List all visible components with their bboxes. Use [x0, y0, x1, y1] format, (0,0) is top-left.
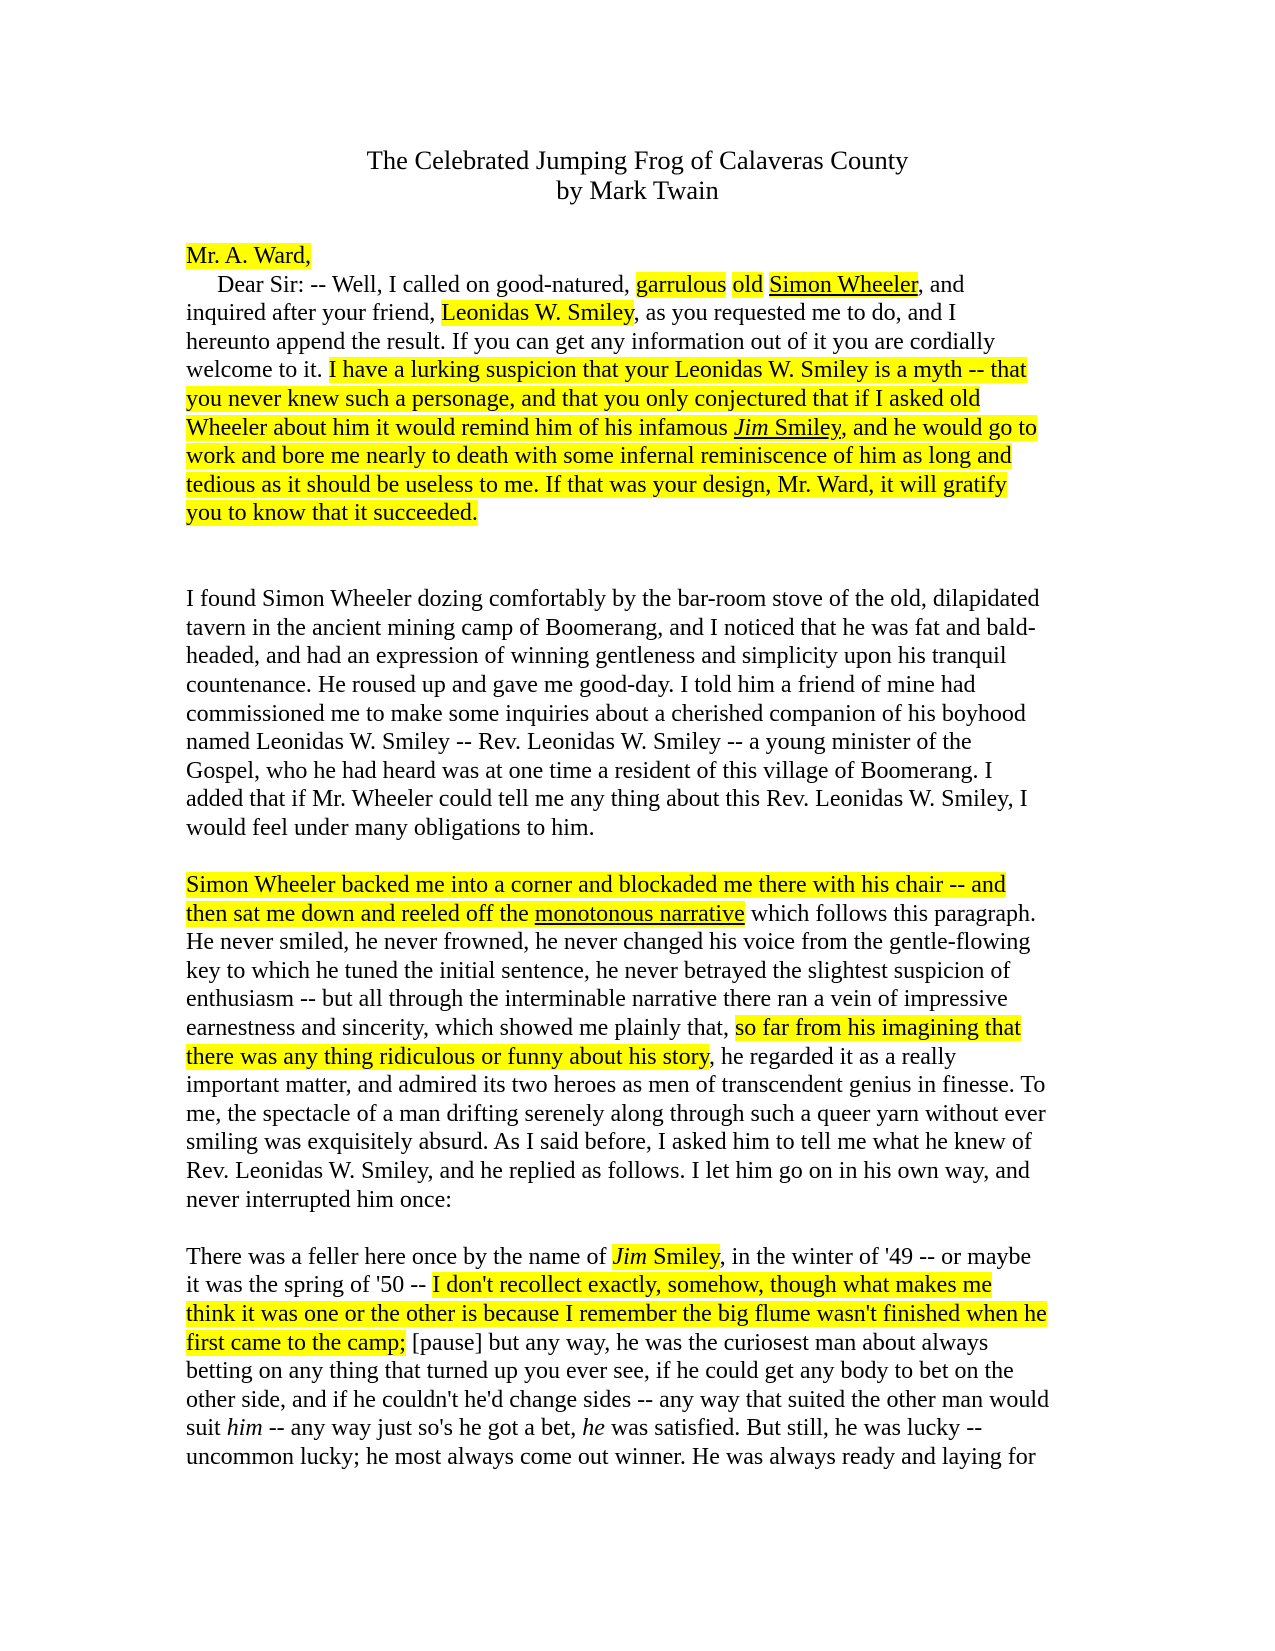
- title-block: [0, 145, 1275, 205]
- highlighted-underlined-text: monotonous narrative: [534, 900, 745, 927]
- highlighted-text: Wheeler about him it would remind him of his infamous: [186, 414, 734, 441]
- text-line: Gospel, who he had heard was at one time a resident of this village of Boomerang. I: [186, 757, 993, 784]
- text-line: He never smiled, he never frowned, he never changed his voice from the gentle-flowing: [186, 929, 1031, 956]
- text-line: countenance. He roused up and gave me good-day. I told him a friend of mine had: [186, 671, 976, 698]
- text-line: [186, 385, 1096, 414]
- text-line: Rev. Leonidas W. Smiley, and he replied as follows. I let him go on in his own way, and: [186, 1158, 1030, 1184]
- highlighted-text: Smiley: [647, 1243, 720, 1270]
- highlighted-text: tedious as it should be useless to me. If that was your design, Mr. Ward, it will gratify: [186, 471, 1007, 498]
- italic-text: him: [226, 1415, 263, 1442]
- text-line: key to which he tuned the initial sentence, he never betrayed the slightest suspicion of: [186, 957, 1011, 984]
- paragraph-gap: [186, 528, 1096, 585]
- highlighted-text: Leonidas W. Smiley: [441, 300, 634, 327]
- text-line: never interrupted him once:: [186, 1186, 452, 1213]
- document-author: by Mark Twain: [556, 175, 719, 205]
- text-line: betting on any thing that turned up you ever see, if he could get any body to bet on the: [186, 1358, 1014, 1385]
- italic-text: he: [582, 1415, 605, 1442]
- salutation-line: [186, 242, 1096, 271]
- highlighted-text: I have a lurking suspicion that your Leonidas W. Smiley is a myth -- that: [328, 357, 1027, 384]
- text-run: [pause] but any way, he was the curiosest man about always: [405, 1329, 989, 1356]
- text-run: which follows this paragraph.: [744, 900, 1037, 927]
- paragraph-gap: [186, 842, 1096, 871]
- highlighted-text: you never knew such a personage, and that you only conjectured that if I asked old: [186, 385, 981, 412]
- text-line: [186, 1014, 1096, 1043]
- highlighted-underlined-italic-text: Jim: [733, 414, 769, 441]
- text-line: headed, and had an expression of winning gentleness and simplicity upon his tranquil: [186, 643, 1007, 670]
- text-line: I found Simon Wheeler dozing comfortably by the bar-room stove of the old, dilapidated: [186, 586, 1040, 613]
- text-run: , as you requested me to do, and I: [633, 300, 957, 327]
- highlighted-text: work and bore me nearly to death with some infernal reminiscence of him as long and: [186, 443, 1012, 470]
- highlighted-text: think it was one or the other is because I remember the big flume wasn't finished when he: [186, 1300, 1047, 1327]
- text-line: other side, and if he couldn't he'd change sides -- any way that suited the other man would: [186, 1386, 1050, 1413]
- text-line: added that if Mr. Wheeler could tell me any thing about this Rev. Leonidas W. Smiley, I: [186, 786, 1028, 813]
- text-run: suit: [186, 1415, 227, 1442]
- text-line: [186, 271, 1096, 300]
- text-line: [186, 442, 1096, 471]
- highlighted-text: first came to the camp;: [186, 1329, 406, 1356]
- text-line: uncommon lucky; he most always come out winner. He was always ready and laying for: [186, 1443, 1036, 1470]
- text-line: tavern in the ancient mining camp of Boomerang, and I noticed that he was fat and bald-: [186, 614, 1036, 641]
- highlighted-text: , and he would go to: [841, 414, 1037, 441]
- text-run: Dear Sir: -- Well, I called on good-natured,: [217, 271, 636, 298]
- text-line: [186, 414, 1096, 443]
- highlighted-text: you to know that it succeeded.: [186, 500, 478, 527]
- highlighted-italic-text: Jim: [612, 1243, 648, 1270]
- text-line: enthusiasm -- but all through the interminable narrative there ran a vein of impressive: [186, 986, 1008, 1013]
- text-line: [186, 1271, 1096, 1300]
- paragraph-gap: [186, 1214, 1096, 1243]
- text-run: it was the spring of '50 --: [186, 1272, 433, 1299]
- text-run: was satisfied. But still, he was lucky --: [604, 1415, 983, 1442]
- highlighted-underlined-text: Simon Wheeler: [769, 271, 918, 298]
- text-line: commissioned me to make some inquiries about a cherished companion of his boyhood: [186, 700, 1026, 727]
- text-line: named Leonidas W. Smiley -- Rev. Leonidas W. Smiley -- a young minister of the: [186, 729, 972, 756]
- text-run: , and: [917, 271, 965, 298]
- text-line: hereunto append the result. If you can get any information out of it you are cordially: [186, 328, 996, 355]
- text-line: [186, 1243, 1096, 1272]
- highlighted-text: there was any thing ridiculous or funny about his story: [186, 1043, 710, 1070]
- text-line: me, the spectacle of a man drifting serenely along through such a queer yarn without ever: [186, 1100, 1046, 1127]
- text-line: [186, 1329, 1096, 1358]
- highlighted-underlined-text: Smiley: [768, 414, 842, 441]
- highlighted-text: old: [732, 271, 764, 298]
- text-run: , in the winter of '49 -- or maybe: [719, 1243, 1032, 1270]
- text-run: There was a feller here once by the name of: [186, 1243, 613, 1270]
- text-line: [186, 499, 1096, 528]
- text-run: -- any way just so's he got a bet,: [262, 1415, 583, 1442]
- text-line: [186, 356, 1096, 385]
- text-line: [186, 299, 1096, 328]
- document-body: [186, 242, 1096, 1472]
- text-line: [186, 900, 1096, 929]
- highlighted-text: I don't recollect exactly, somehow, though what makes me: [432, 1272, 992, 1299]
- highlighted-text: garrulous: [635, 271, 727, 298]
- highlighted-text: so far from his imagining that: [734, 1015, 1021, 1042]
- text-line: would feel under many obligations to him.: [186, 814, 595, 841]
- text-run: welcome to it.: [186, 357, 329, 384]
- highlighted-text: then sat me down and reeled off the: [186, 900, 535, 927]
- text-run: , he regarded it as a really: [709, 1043, 957, 1070]
- text-line: [186, 1414, 1096, 1443]
- document-title: The Celebrated Jumping Frog of Calaveras County: [366, 145, 909, 175]
- salutation: Mr. A. Ward,: [186, 243, 311, 269]
- text-run: earnestness and sincerity, which showed me plainly that,: [186, 1015, 735, 1042]
- text-line: smiling was exquisitely absurd. As I said before, I asked him to tell me what he knew of: [186, 1129, 1032, 1156]
- text-line: important matter, and admired its two heroes as men of transcendent genius in finesse. To: [186, 1072, 1046, 1099]
- highlighted-text: Simon Wheeler backed me into a corner and blockaded me there with his chair -- and: [186, 872, 1006, 899]
- text-line: [186, 1300, 1096, 1329]
- text-line: [186, 1043, 1096, 1072]
- text-line: [186, 871, 1096, 900]
- text-run: inquired after your friend,: [186, 300, 442, 327]
- text-line: [186, 471, 1096, 500]
